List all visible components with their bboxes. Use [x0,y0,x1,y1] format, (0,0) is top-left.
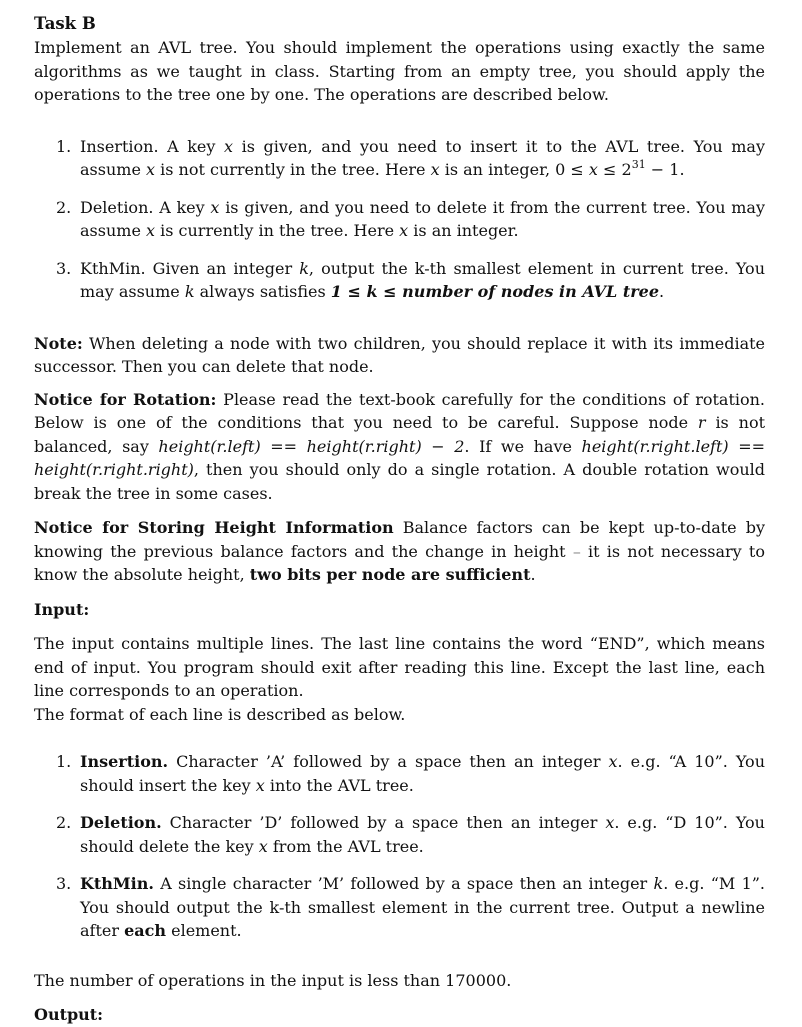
list-item-format-deletion: 2. Deletion. Character ’D’ followed by a space then an integer x. e.g. “D 10”. You should delete the key x from the AVL tree. [56,813,765,856]
list-item-format-insertion: 1. Insertion. Character ’A’ followed by a space then an integer x. e.g. “A 10”. You should insert the key x into the AVL tree. [56,752,765,795]
operations-count: The number of operations in the input is less than 170000. [34,970,512,990]
output-heading: Output: [34,1005,104,1024]
operations-list [34,135,765,304]
document [34,12,765,1027]
list-item-kthmin: 3. KthMin. Given an integer k, output the k-th smallest element in current tree. You may assume k always satisfies 1 ≤ k ≤ number of nodes in AVL tree. [56,258,765,301]
list-item-deletion: 2. Deletion. A key x is given, and you need to delete it from the current tree. You may assume x is currently in the tree. Here x is an integer. [56,197,765,240]
note-paragraph: Note: When deleting a node with two children, you should replace it with its immediate successor. Then you can delete that node. [34,333,765,376]
input-paragraph: The input contains multiple lines. The last line contains the word “END”, which means end of input. You program should exit after reading this line. Except the last line, each line corresponds to an operation. [34,634,765,700]
format-intro: The format of each line is described as below. [34,704,406,724]
list-item-format-kthmin: 3. KthMin. A single character ’M’ followed by a space then an integer k. e.g. “M 1”. You should output the k-th smallest element in the current tree. Output a newline after each element. [56,874,766,940]
height-info-notice: Notice for Storing Height Information Balance factors can be kept up-to-date by knowing the previous balance factors and the change in height – it is not necessary to know the absolute height, two bits per node are sufficient. [34,518,766,584]
list-item-insertion: 1. Insertion. A key x is given, and you need to insert it to the AVL tree. You may assume x is not currently in the tree. Here x is an integer, $0 \le x \le 2^{31} - 1$. [56,136,765,179]
task-title: Task B [34,14,96,33]
formats-list [34,750,765,943]
intro-paragraph: Implement an AVL tree. You should implement the operations using exactly the same algorithms as we taught in class. Starting from an empty tree, you should apply the operations to the tree one by one. The operations are described below. [34,38,765,104]
input-heading: Input: [34,599,90,619]
rotation-notice: Notice for Rotation: Please read the text-book carefully for the conditions of rotation. Below is one of the conditions that you need to be careful. Suppose node r is not balanced, say height(r.left) == height(r.right) − 2. If we have height(r.right.left) == height(r.right.right), then you should only do a single rotation. A double rotation would break the tree in some cases. [34,389,766,503]
